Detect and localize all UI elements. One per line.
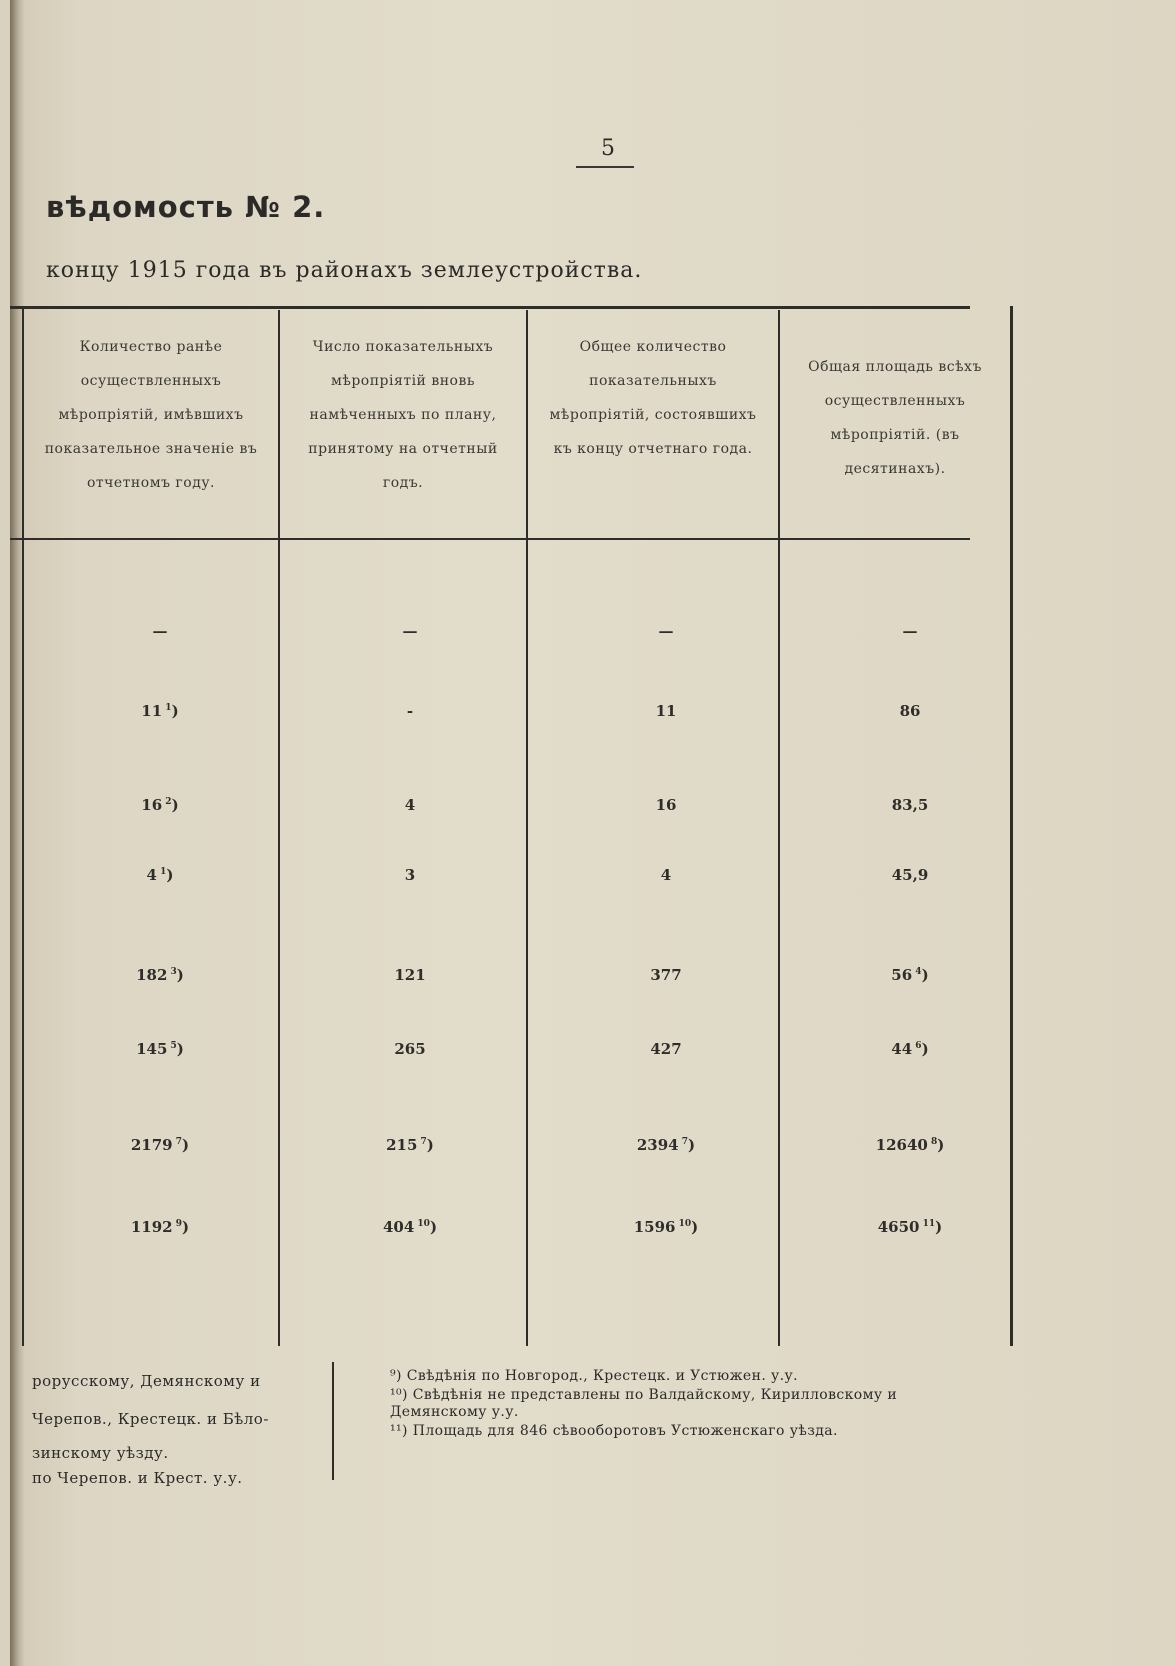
footnotes-right	[390, 1368, 990, 1442]
footnote-line: ¹¹) Площадь для 846 сѣвооборотовъ Устюженскаго уѣзда.	[390, 1423, 838, 1439]
footnote-line: Черепов., Крестецк. и Бѣло-	[32, 1410, 269, 1428]
document-title: вѣдомость № 2.	[46, 190, 326, 224]
cell-value: 4	[146, 866, 157, 884]
document-subtitle: концу 1915 года въ районахъ землеустройства.	[46, 258, 643, 283]
footnote-paren: )	[171, 702, 179, 720]
table-cell	[100, 1218, 220, 1236]
table-cell	[850, 1218, 970, 1236]
table-cell	[350, 796, 470, 814]
cell-value: 4	[660, 866, 672, 884]
footnote-marker: 7	[172, 1137, 183, 1147]
table-cell	[850, 1040, 970, 1058]
footnote-marker: 7	[417, 1137, 427, 1147]
table-cell	[350, 702, 470, 720]
table-cell	[850, 966, 970, 984]
table-cell	[350, 966, 470, 984]
footnote-paren: )	[691, 1218, 699, 1236]
page-number-rule	[576, 166, 634, 168]
footnote-line: по Черепов. и Крест. у.у.	[32, 1469, 243, 1487]
footnote-paren: )	[921, 966, 929, 984]
table-cell	[606, 866, 726, 884]
table-cell	[606, 1218, 726, 1236]
cell-value: 215	[386, 1136, 418, 1154]
document-page	[10, 0, 1175, 1666]
table-cell	[100, 796, 220, 814]
cell-value: 121	[394, 966, 426, 984]
table-cell	[850, 702, 970, 720]
cell-value: 3	[404, 866, 416, 884]
footnote-marker: 4	[912, 967, 922, 977]
table-cell	[100, 622, 220, 640]
table-cell	[606, 966, 726, 984]
column-header: Общее количество показательныхъ мѣропріятій, состоявшихъ къ концу отчетнаго года.	[549, 339, 757, 457]
table-cell	[850, 622, 970, 640]
cell-value: 16	[141, 796, 163, 814]
footnote-marker: 9	[172, 1219, 183, 1229]
footnotes-left	[32, 1362, 302, 1488]
footnote-marker: 3	[167, 967, 177, 977]
table-cell	[350, 622, 470, 640]
footnote-marker: 10	[414, 1219, 430, 1229]
footnote-paren: )	[937, 1136, 945, 1154]
cell-value: 2394	[636, 1136, 679, 1154]
cell-value: 265	[394, 1040, 426, 1058]
footnote-marker: 7	[678, 1137, 689, 1147]
footnote-paren: )	[426, 1136, 434, 1154]
table-right-rule	[1010, 306, 1013, 1346]
column-divider	[526, 310, 528, 1346]
table-cell	[606, 1136, 726, 1154]
column-divider	[22, 306, 24, 1346]
footnote-line: ¹⁰) Свѣдѣнія не представлены по Валдайскому, Кирилловскому и Демянскому у.у.	[390, 1387, 898, 1420]
cell-value: 1596	[633, 1218, 676, 1236]
table-cell	[350, 1218, 470, 1236]
footnote-line: рорусскому, Демянскому и	[32, 1372, 261, 1390]
cell-value: 4650	[877, 1218, 920, 1236]
table-cell	[350, 1040, 470, 1058]
footnote-paren: )	[176, 1040, 184, 1058]
footnote-paren: )	[935, 1218, 943, 1236]
footnote-marker: 2	[162, 797, 172, 807]
cell-value: —	[658, 622, 674, 640]
footnote-marker: 8	[927, 1137, 938, 1147]
footnote-paren: )	[171, 796, 179, 814]
cell-value: —	[402, 622, 418, 640]
footnote-divider	[332, 1362, 334, 1480]
footnote-paren: )	[182, 1218, 190, 1236]
table-cell	[100, 1136, 220, 1154]
column-divider	[778, 310, 780, 1346]
cell-value: 56	[891, 966, 913, 984]
cell-value: 45,9	[891, 866, 929, 884]
cell-value: 86	[899, 702, 921, 720]
table-cell	[100, 1040, 220, 1058]
footnote-line: зинскому уѣзду.	[32, 1444, 169, 1462]
footnote-marker: 11	[919, 1219, 936, 1229]
cell-value: 11	[141, 702, 163, 720]
table-cell	[350, 1136, 470, 1154]
cell-value: —	[902, 622, 918, 640]
table-top-rule	[10, 306, 970, 309]
table-cell	[606, 702, 726, 720]
table-cell	[850, 796, 970, 814]
table-cell	[100, 702, 220, 720]
page-number: 5	[601, 136, 615, 161]
column-divider	[278, 310, 280, 1346]
column-header: Число показательныхъ мѣропріятій вновь намѣченныхъ по плану, принятому на отчетный годъ.	[308, 339, 498, 491]
footnote-paren: )	[166, 866, 174, 884]
cell-value: 12640	[875, 1136, 928, 1154]
table-cell	[850, 866, 970, 884]
table-cell	[606, 1040, 726, 1058]
cell-value: 1192	[130, 1218, 173, 1236]
footnote-marker: 6	[912, 1041, 922, 1051]
footnote-marker: 10	[675, 1219, 692, 1229]
cell-value: 44	[891, 1040, 913, 1058]
cell-value: 4	[404, 796, 416, 814]
table-cell	[100, 866, 220, 884]
cell-value: —	[152, 622, 168, 640]
column-header: Количество ранѣе осуществленныхъ мѣропріятій, имѣвшихъ показательное значеніе въ отчетномъ году.	[44, 339, 258, 491]
footnote-paren: )	[921, 1040, 929, 1058]
cell-value: 182	[136, 966, 168, 984]
cell-value: 377	[650, 966, 682, 984]
footnote-paren: )	[176, 966, 184, 984]
cell-value: 83,5	[891, 796, 929, 814]
table-cell	[606, 622, 726, 640]
cell-value: 404	[382, 1218, 415, 1236]
footnote-line: ⁹) Свѣдѣнія по Новгород., Крестецк. и Устюжен. у.у.	[390, 1368, 799, 1384]
cell-value: 11	[655, 702, 677, 720]
cell-value: 427	[650, 1040, 682, 1058]
table-cell	[100, 966, 220, 984]
footnote-marker: 1	[156, 867, 167, 877]
footnote-marker: 1	[162, 703, 172, 713]
footnote-paren: )	[688, 1136, 696, 1154]
footnote-paren: )	[182, 1136, 190, 1154]
cell-value: -	[406, 702, 414, 720]
table-cell	[350, 866, 470, 884]
cell-value: 2179	[130, 1136, 173, 1154]
cell-value: 16	[655, 796, 677, 814]
footnote-paren: )	[429, 1218, 438, 1236]
column-header: Общая площадь всѣхъ осуществленныхъ мѣропріятій. (въ десятинахъ).	[808, 359, 982, 477]
footnote-marker: 5	[167, 1041, 177, 1051]
table-cell	[850, 1136, 970, 1154]
table-cell	[606, 796, 726, 814]
cell-value: 145	[136, 1040, 168, 1058]
